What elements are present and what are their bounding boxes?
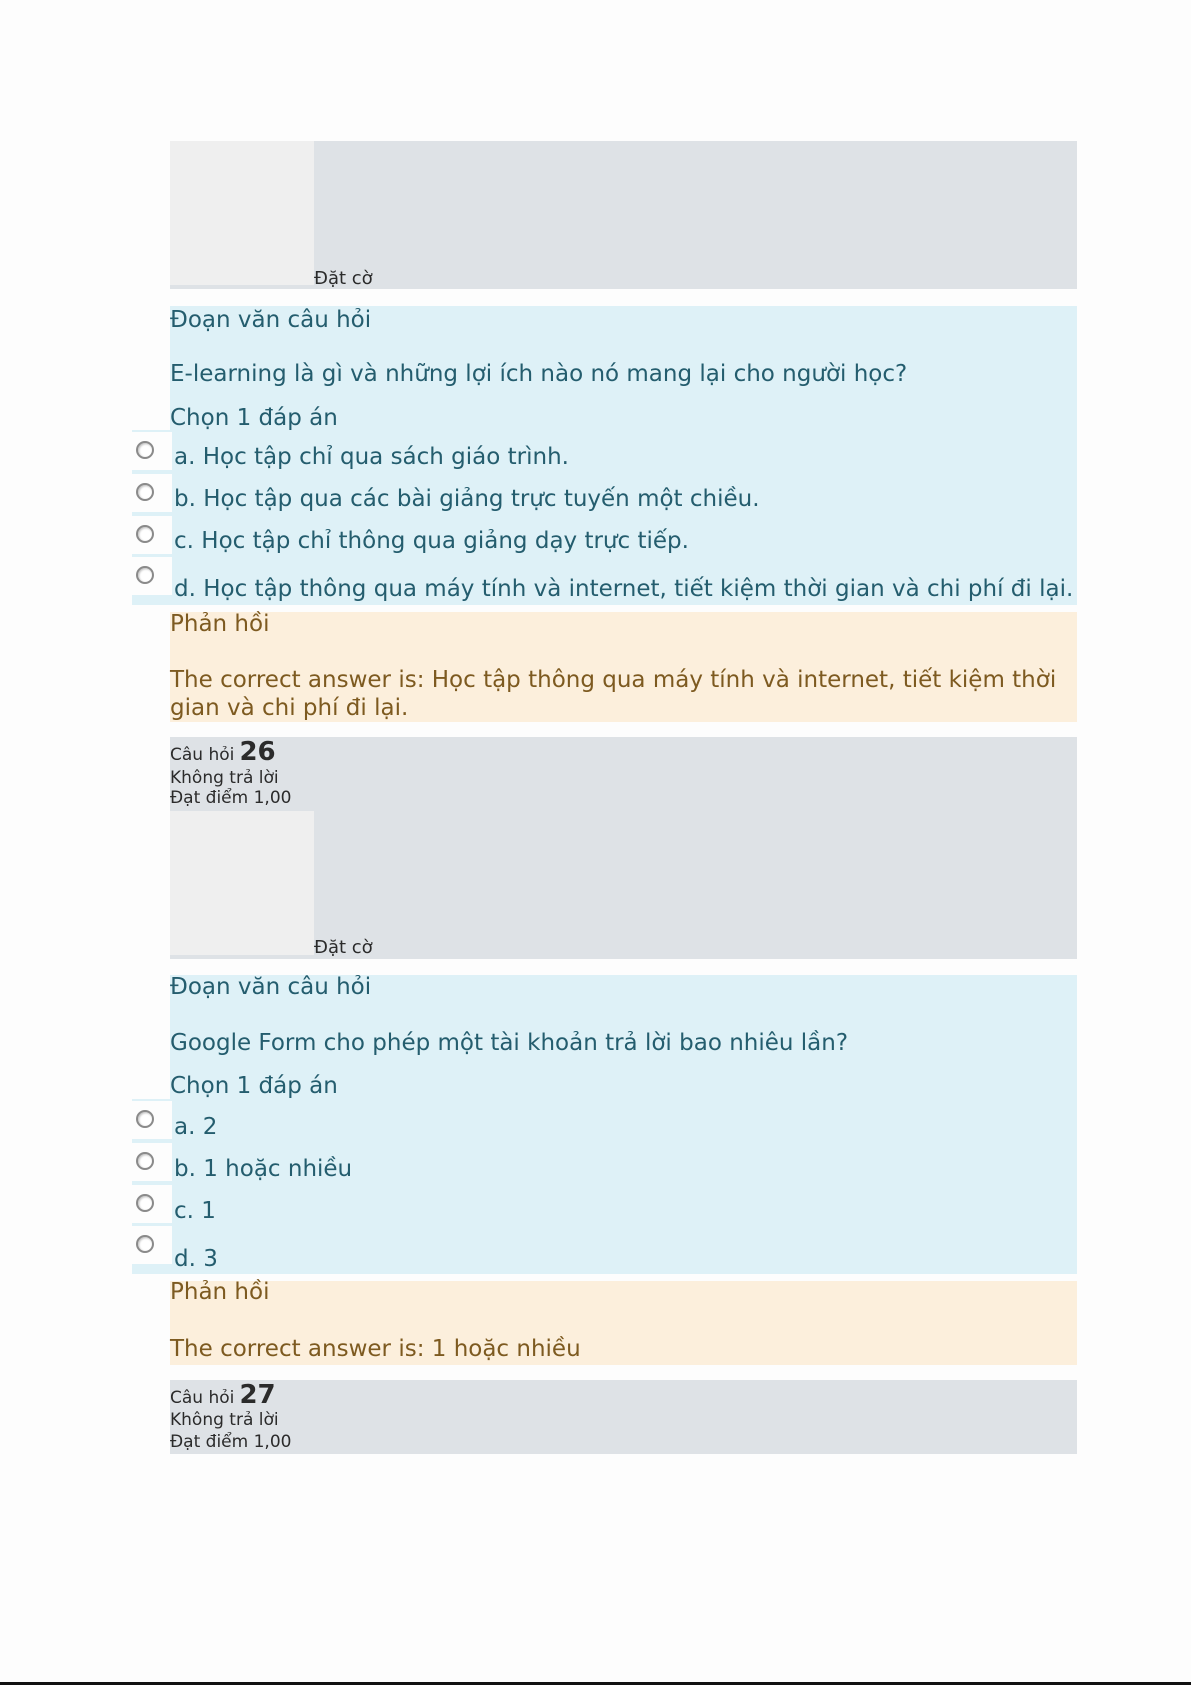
answer-option[interactable] bbox=[132, 1143, 172, 1181]
question-grade: Đạt điểm 1,00 bbox=[170, 1432, 292, 1452]
question-number bbox=[170, 737, 276, 767]
radio-button[interactable] bbox=[136, 1110, 154, 1128]
answer-option-label[interactable]: a. 2 bbox=[174, 1114, 218, 1140]
radio-button[interactable] bbox=[136, 1235, 154, 1253]
radio-button[interactable] bbox=[136, 525, 154, 543]
question-info-panel bbox=[170, 1380, 1077, 1454]
correct-answer-text: The correct answer is: 1 hoặc nhiều bbox=[170, 1336, 581, 1362]
radio-button[interactable] bbox=[136, 483, 154, 501]
question-text: Google Form cho phép một tài khoản trả lời bao nhiêu lần? bbox=[170, 1030, 849, 1056]
question-number-value: 27 bbox=[239, 1380, 276, 1410]
answer-option[interactable] bbox=[132, 557, 172, 595]
feedback-heading: Phản hồi bbox=[170, 611, 270, 637]
answer-option[interactable] bbox=[132, 516, 172, 554]
answer-option[interactable] bbox=[132, 1226, 172, 1264]
question-label: Câu hỏi bbox=[170, 745, 235, 765]
correct-answer-text: The correct answer is: Học tập thông qua máy tính và internet, tiết kiệm thời bbox=[170, 667, 1057, 693]
correct-answer-text-continued: gian và chi phí đi lại. bbox=[170, 695, 409, 721]
radio-button[interactable] bbox=[136, 441, 154, 459]
radio-button[interactable] bbox=[136, 566, 154, 584]
answer-option[interactable] bbox=[132, 1185, 172, 1223]
question-grade: Đạt điểm 1,00 bbox=[170, 788, 292, 808]
info-blank-area bbox=[170, 811, 314, 955]
question-text-heading: Đoạn văn câu hỏi bbox=[170, 974, 372, 1000]
answer-option-label[interactable]: d. 3 bbox=[174, 1246, 218, 1272]
info-blank-area bbox=[170, 141, 314, 285]
answer-option[interactable] bbox=[132, 432, 172, 470]
answer-option-label[interactable]: b. 1 hoặc nhiều bbox=[174, 1156, 353, 1182]
question-label: Câu hỏi bbox=[170, 1388, 235, 1408]
answer-option-label[interactable]: a. Học tập chỉ qua sách giáo trình. bbox=[174, 444, 569, 470]
answer-option-label[interactable]: d. Học tập thông qua máy tính và internet, tiết kiệm thời gian và chi phí đi lại. bbox=[174, 576, 1074, 602]
answer-option-label[interactable]: c. 1 bbox=[174, 1198, 216, 1224]
question-status: Không trả lời bbox=[170, 1410, 279, 1430]
question-number-value: 26 bbox=[239, 737, 276, 767]
question-content bbox=[170, 975, 1077, 1274]
question-text: E-learning là gì và những lợi ích nào nó mang lại cho người học? bbox=[170, 361, 908, 387]
radio-button[interactable] bbox=[136, 1194, 154, 1212]
flag-question-link[interactable]: Đặt cờ bbox=[314, 268, 373, 289]
answer-option-label[interactable]: b. Học tập qua các bài giảng trực tuyến một chiều. bbox=[174, 486, 760, 512]
question-text-heading: Đoạn văn câu hỏi bbox=[170, 307, 372, 333]
feedback-heading: Phản hồi bbox=[170, 1279, 270, 1305]
answer-prompt: Chọn 1 đáp án bbox=[170, 1073, 338, 1099]
answer-option[interactable] bbox=[132, 1101, 172, 1139]
question-status: Không trả lời bbox=[170, 768, 279, 788]
answer-option-label[interactable]: c. Học tập chỉ thông qua giảng dạy trực tiếp. bbox=[174, 528, 689, 554]
answer-prompt: Chọn 1 đáp án bbox=[170, 405, 338, 431]
flag-question-link[interactable]: Đặt cờ bbox=[314, 937, 373, 958]
radio-button[interactable] bbox=[136, 1152, 154, 1170]
answer-option[interactable] bbox=[132, 474, 172, 512]
question-number bbox=[170, 1380, 276, 1410]
